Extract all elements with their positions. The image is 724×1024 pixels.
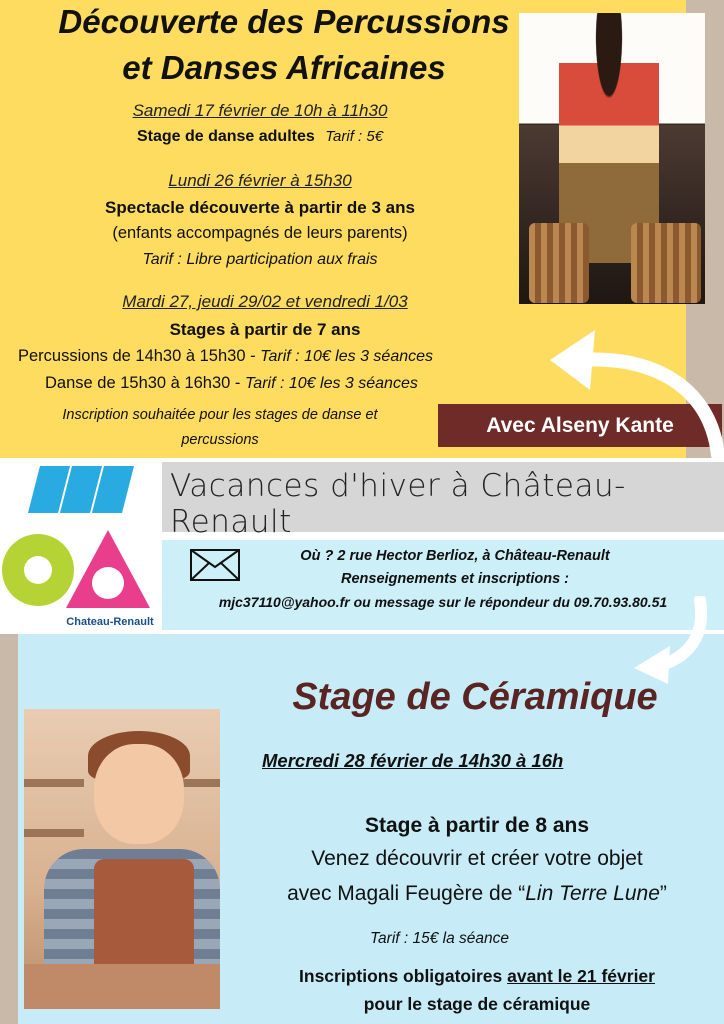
ceramique-brand: Lin Terre Lune bbox=[525, 882, 660, 905]
ceramique-inscr-line2: pour le stage de céramique bbox=[363, 994, 591, 1014]
event1-tarif: Tarif : 5€ bbox=[325, 128, 384, 145]
dancer-photo bbox=[519, 13, 705, 304]
event3-line2-text: Danse de 15h30 à 16h30 - bbox=[45, 374, 245, 392]
artist-badge: Avec Alseny Kante bbox=[438, 404, 722, 447]
contact-email: mjc37110@yahoo.fr ou message sur le répondeur du 09.70.93.80.51 bbox=[218, 594, 668, 610]
ceramique-tarif: Tarif : 15€ la séance bbox=[370, 930, 510, 947]
logo-caption: Chateau-Renault bbox=[66, 616, 154, 628]
event2-tarif: Tarif : Libre participation aux frais bbox=[142, 251, 378, 268]
event2-note: (enfants accompagnés de leurs parents) bbox=[112, 224, 408, 242]
event3-label: Stages à partir de 7 ans bbox=[169, 320, 361, 339]
event3-line2 bbox=[45, 374, 545, 393]
ceramique-line2-suffix: ” bbox=[659, 882, 667, 905]
ceramique-line2 bbox=[232, 882, 722, 906]
event3-line1-tarif: Tarif : 10€ les 3 séances bbox=[260, 348, 434, 365]
ceramique-date: Mercredi 28 février de 14h30 à 16h bbox=[262, 750, 564, 771]
event3-line2-tarif: Tarif : 10€ les 3 séances bbox=[245, 375, 418, 392]
inscription-line1: Inscription souhaitée pour les stages de danse et bbox=[62, 407, 378, 423]
event3-line1-text: Percussions de 14h30 à 15h30 - bbox=[18, 347, 261, 365]
event3-line1 bbox=[18, 347, 538, 366]
potter-photo bbox=[24, 709, 220, 1009]
ceramique-line1: Venez découvrir et créer votre objet bbox=[311, 847, 643, 870]
event2-date: Lundi 26 février à 15h30 bbox=[168, 171, 352, 190]
ceramique-age: Stage à partir de 8 ans bbox=[364, 814, 590, 837]
ceramique-title: Stage de Céramique bbox=[292, 676, 658, 718]
curved-arrow-icon-2 bbox=[628, 596, 724, 686]
ceramique-inscr-deadline: avant le 21 février bbox=[507, 966, 655, 986]
envelope-icon bbox=[190, 549, 240, 581]
event3-date: Mardi 27, jeudi 29/02 et vendredi 1/03 bbox=[122, 292, 408, 311]
inscription-line2: percussions bbox=[181, 432, 259, 448]
contact-address: Où ? 2 rue Hector Berlioz, à Château-Renault bbox=[300, 548, 610, 564]
ceramique-inscr-line1 bbox=[232, 966, 722, 987]
title-line1: Découverte des Percussions bbox=[58, 3, 510, 40]
event2-label: Spectacle découverte à partir de 3 ans bbox=[105, 198, 415, 217]
event1-details bbox=[60, 128, 460, 146]
ceramique-line2-prefix: avec Magali Feugère de “ bbox=[287, 882, 526, 905]
mjc-logo-icon bbox=[0, 458, 162, 634]
title-line2: et Danses Africaines bbox=[122, 49, 446, 86]
event1-date: Samedi 17 février de 10h à 11h30 bbox=[132, 101, 388, 120]
mjc-logo bbox=[0, 458, 162, 634]
contact-info: Renseignements et inscriptions : bbox=[340, 571, 570, 587]
vacances-title: Vacances d'hiver à Château-Renault bbox=[170, 468, 626, 540]
curved-arrow-icon bbox=[540, 315, 724, 470]
ceramique-inscr-prefix: Inscriptions obligatoires bbox=[299, 966, 508, 986]
event1-label: Stage de danse adultes bbox=[136, 128, 315, 145]
